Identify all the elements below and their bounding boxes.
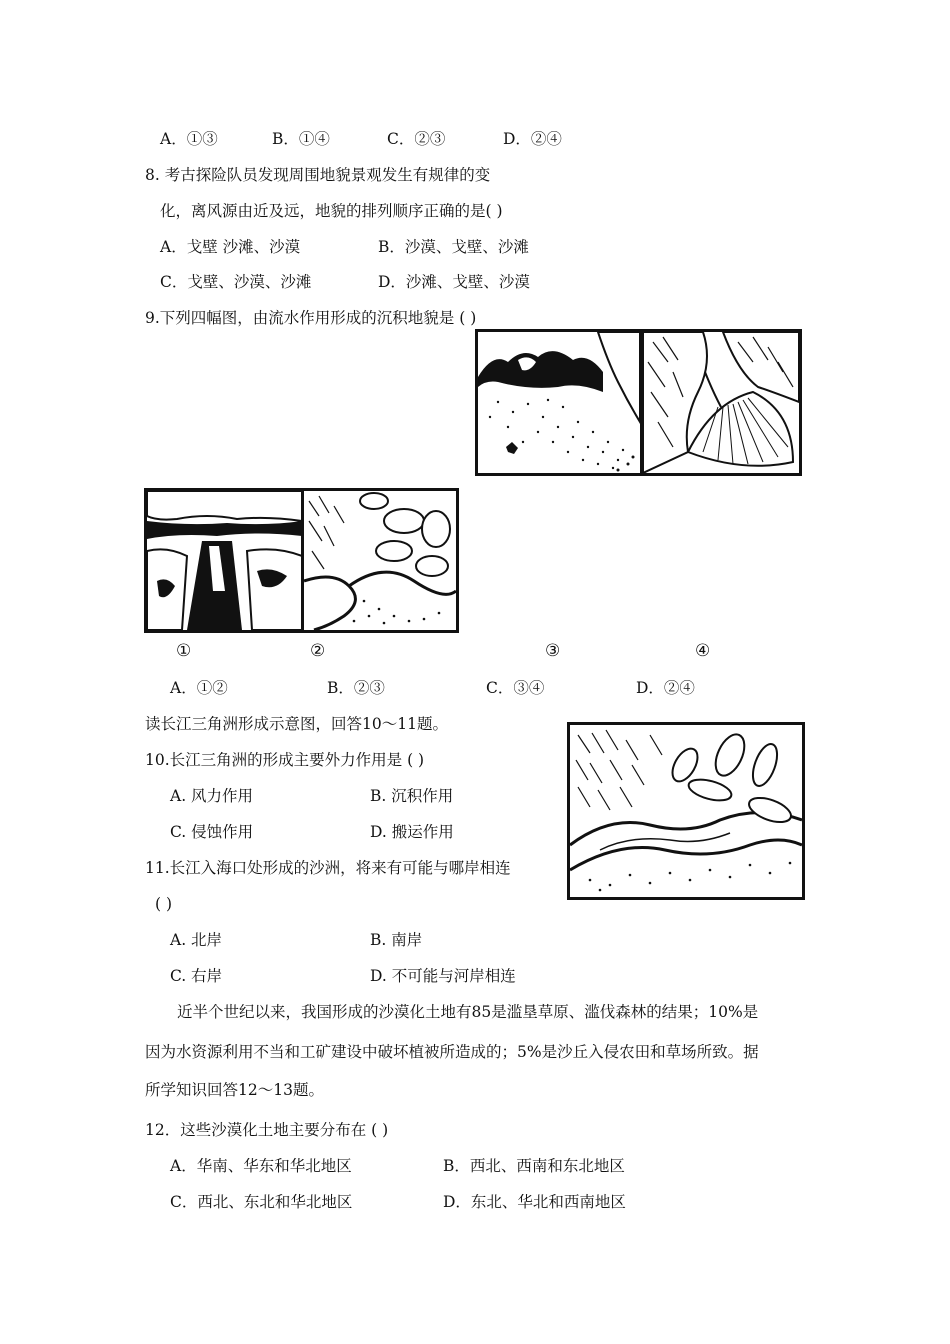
figure-label-2: ② bbox=[310, 641, 326, 661]
q12-stem: 12．这些沙漠化土地主要分布在 ( ) bbox=[145, 1121, 389, 1139]
q7-option-d: D．②④ bbox=[503, 130, 562, 148]
q7-option-a: A．①③ bbox=[160, 130, 218, 148]
passage-line1: 近半个世纪以来，我国形成的沙漠化土地有85是滥垦草原、滥伐森林的结果；10%是 bbox=[177, 1003, 759, 1021]
q8-option-a: A．戈壁 沙滩、沙漠 bbox=[160, 238, 301, 256]
q11-stem-line2: ( ) bbox=[155, 895, 173, 913]
figure-2-meander-islands-image bbox=[301, 488, 459, 633]
passage-line3: 所学知识回答12～13题。 bbox=[145, 1081, 324, 1099]
q8-stem-line2: 化，离风源由近及远，地貌的排列顺序正确的是( ) bbox=[160, 202, 503, 220]
figure-label-4: ④ bbox=[695, 641, 711, 661]
q9-stem: 9.下列四幅图，由流水作用形成的沉积地貌是 ( ) bbox=[145, 309, 477, 327]
q10-stem: 10.长江三角洲的形成主要外力作用是 ( ) bbox=[145, 751, 425, 769]
yangtze-delta-figure-image bbox=[567, 722, 805, 900]
q8-option-b: B．沙漠、戈壁、沙滩 bbox=[378, 238, 529, 256]
q11-stem-line1: 11.长江入海口处形成的沙洲，将来有可能与哪岸相连 bbox=[145, 859, 511, 877]
q12-option-d: D．东北、华北和西南地区 bbox=[443, 1193, 626, 1211]
passage-line2: 因为水资源利用不当和工矿建设中破坏植被所造成的；5%是沙丘入侵农田和草场所致。据 bbox=[145, 1043, 759, 1061]
figure-3-alluvial-fan-image bbox=[475, 329, 643, 476]
figure-1-waterfall-image bbox=[144, 488, 305, 633]
q12-option-a: A．华南、华东和华北地区 bbox=[170, 1157, 352, 1175]
q7-option-b: B．①④ bbox=[272, 130, 330, 148]
q9-option-d: D．②④ bbox=[636, 679, 695, 697]
figure-4-fan-landform-image bbox=[640, 329, 802, 476]
q11-option-d: D. 不可能与河岸相连 bbox=[370, 967, 516, 985]
q9-option-c: C．③④ bbox=[486, 679, 545, 697]
q12-option-b: B．西北、西南和东北地区 bbox=[443, 1157, 625, 1175]
q9-option-a: A．①② bbox=[170, 679, 228, 697]
q11-option-b: B. 南岸 bbox=[370, 931, 423, 949]
figure-label-1: ① bbox=[176, 641, 192, 661]
q7-option-c: C．②③ bbox=[387, 130, 446, 148]
q10-option-c: C. 侵蚀作用 bbox=[170, 823, 254, 841]
q9-option-b: B．②③ bbox=[327, 679, 385, 697]
q11-option-c: C. 右岸 bbox=[170, 967, 223, 985]
q12-option-c: C．西北、东北和华北地区 bbox=[170, 1193, 353, 1211]
q8-option-d: D．沙滩、戈壁、沙漠 bbox=[378, 273, 530, 291]
q10-option-b: B. 沉积作用 bbox=[370, 787, 454, 805]
intro-10-11: 读长江三角洲形成示意图，回答10～11题。 bbox=[145, 715, 448, 733]
figure-label-3: ③ bbox=[545, 641, 561, 661]
q10-option-a: A. 风力作用 bbox=[170, 787, 254, 805]
q8-stem-line1: 8. 考古探险队员发现周围地貌景观发生有规律的变 bbox=[145, 166, 491, 184]
q8-option-c: C．戈壁、沙漠、沙滩 bbox=[160, 273, 312, 291]
q11-option-a: A. 北岸 bbox=[170, 931, 223, 949]
q10-option-d: D. 搬运作用 bbox=[370, 823, 454, 841]
